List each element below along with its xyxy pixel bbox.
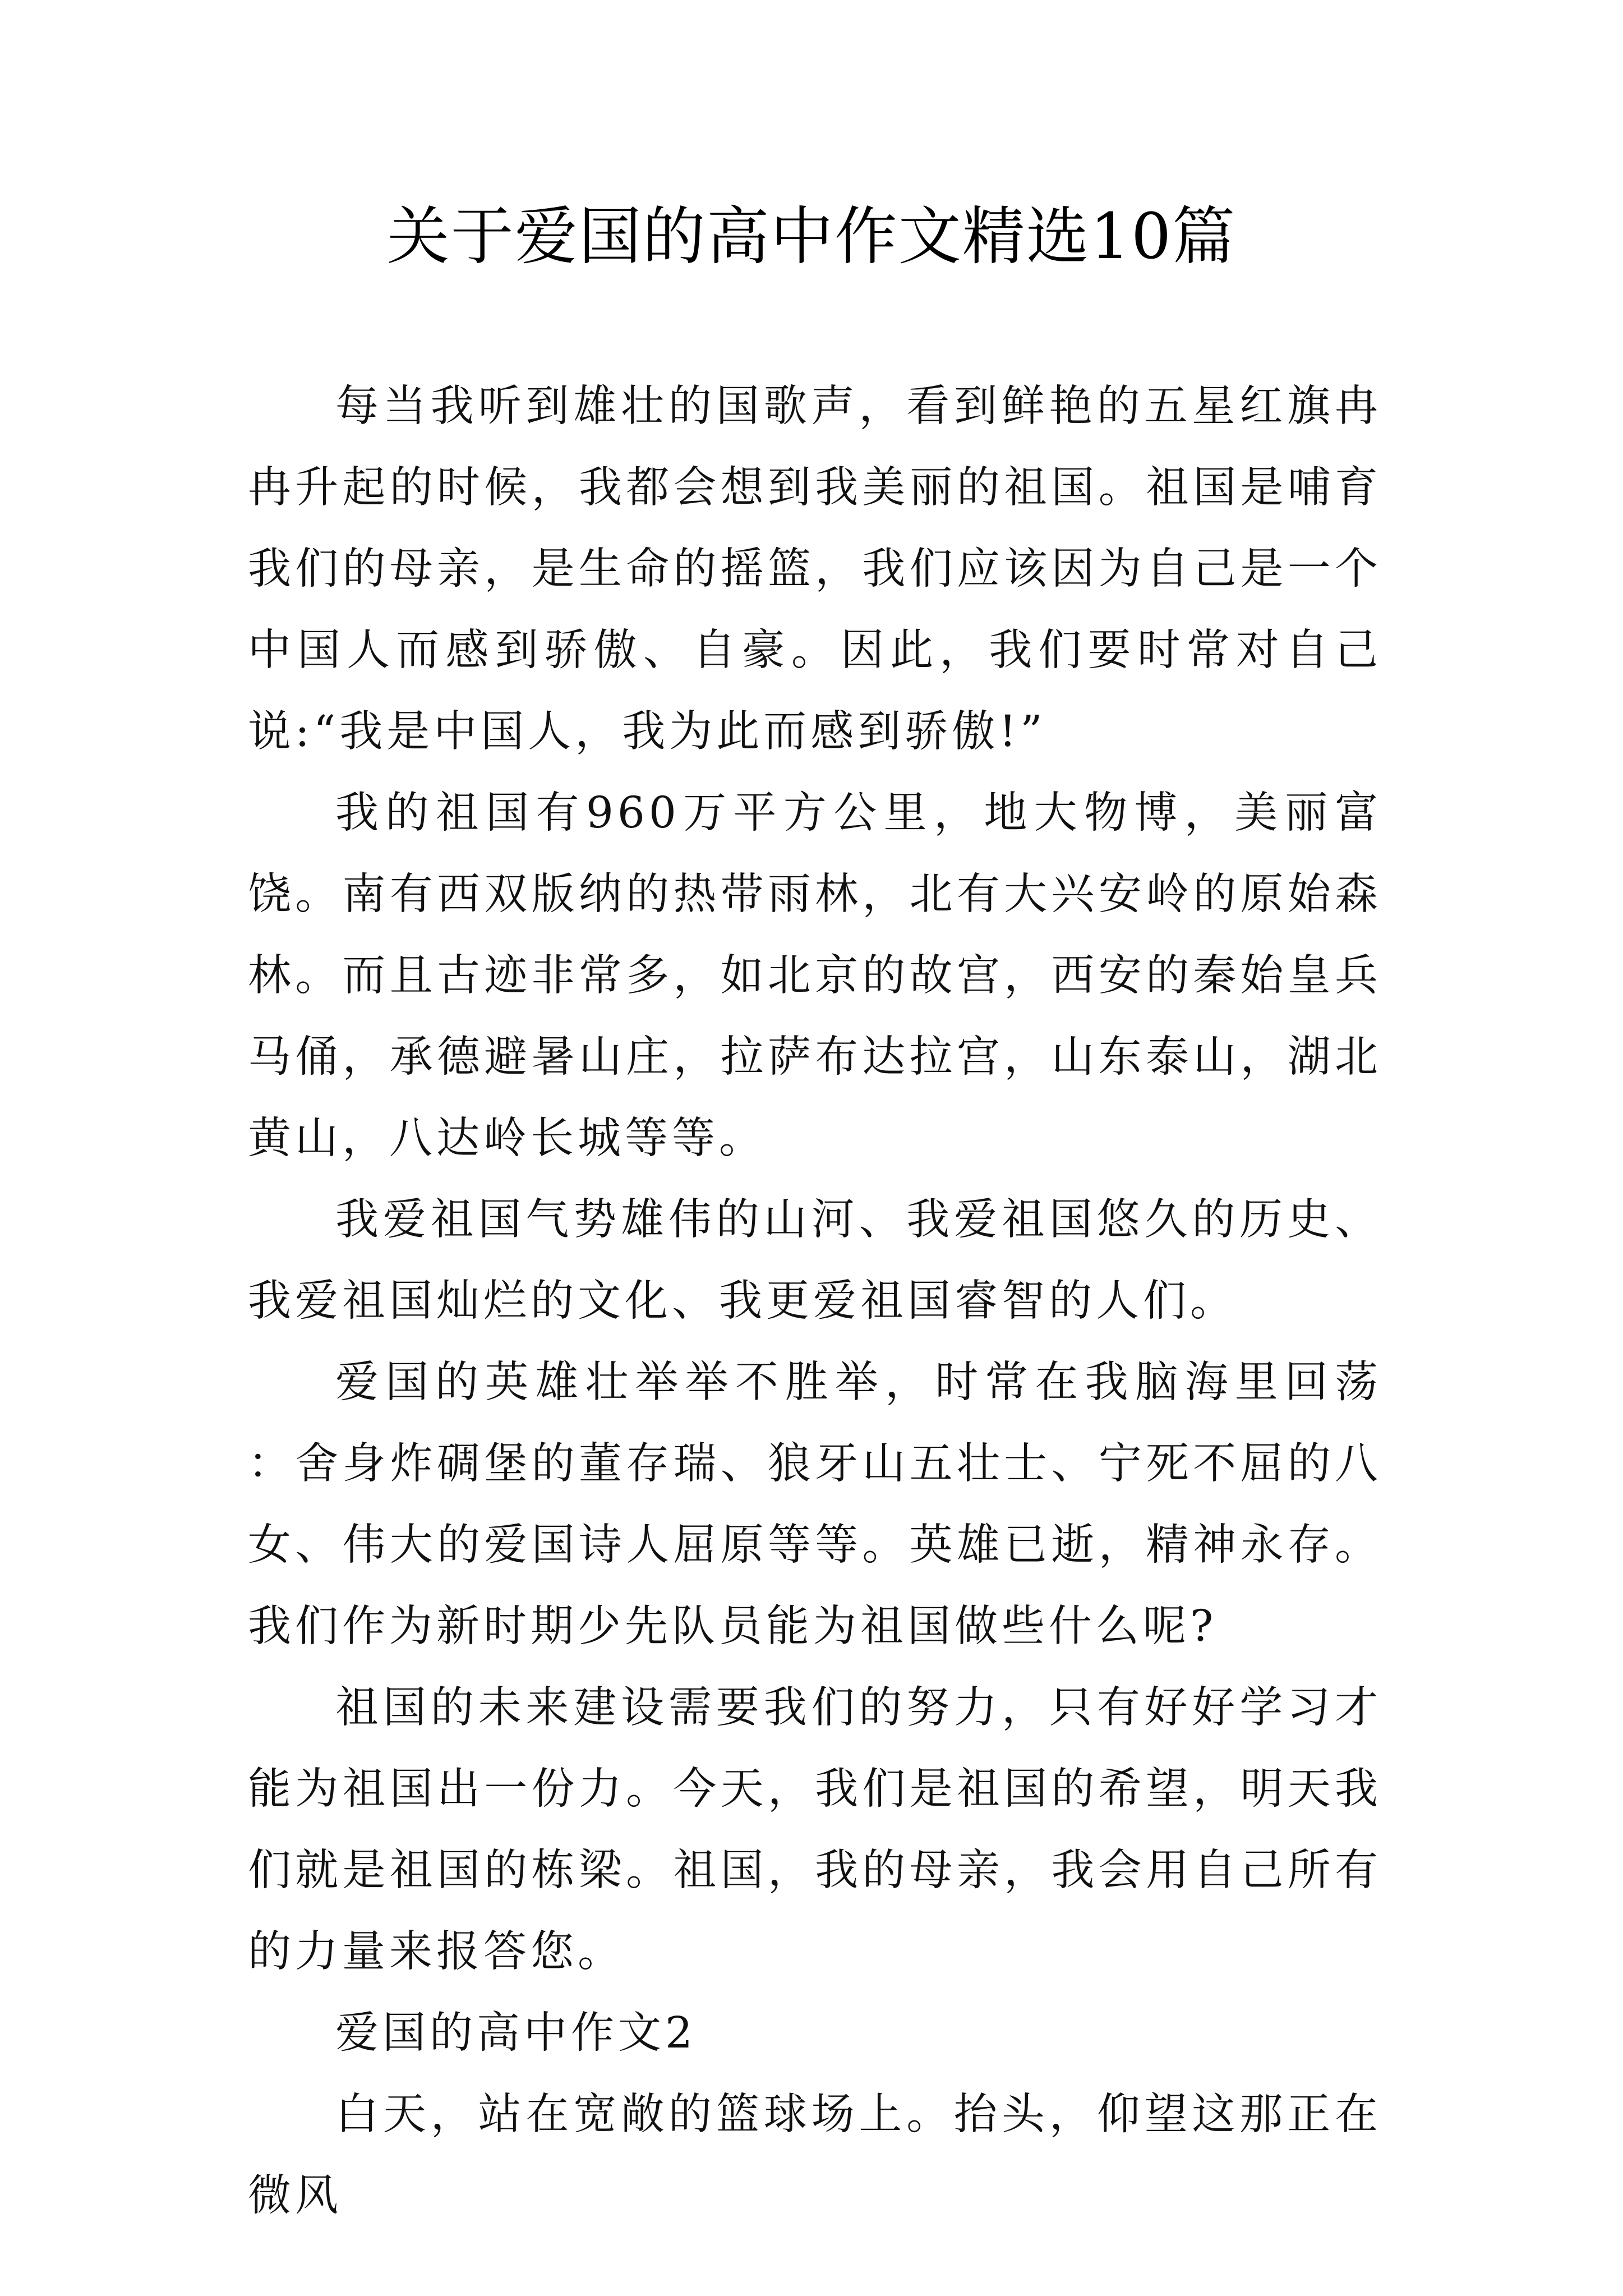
paragraph-4: 爱国的英雄壮举举不胜举，时常在我脑海里回荡 ：舍身炸碉堡的董存瑞、狼牙山五壮士、宁死不屈的八女、伟大的爱国诗人屈原等等。英雄已逝，精神永存。我们作为新时期少先队员能为祖国做些什么呢? [248, 1358, 1382, 1651]
section-heading-essay-2: 爱国的高中作文2 [335, 2008, 697, 2058]
paragraph-5: 祖国的未来建设需要我们的努力，只有好好学习才能为祖国出一份力。今天，我们是祖国的希望，明天我们就是祖国的栋梁。祖国，我的母亲，我会用自己所有的力量来报答您。 [248, 1683, 1382, 1977]
document-body [248, 366, 1382, 2237]
paragraph-3: 我爱祖国气势雄伟的山河、我爱祖国悠久的历史、我爱祖国灿烂的文化、我更爱祖国睿智的人们。 [248, 1195, 1382, 1326]
paragraph-6: 白天，站在宽敞的篮球场上。抬头，仰望这那正在微风 [248, 2090, 1382, 2221]
paragraph-1: 每当我听到雄壮的国歌声，看到鲜艳的五星红旗冉冉升起的时候，我都会想到我美丽的祖国。祖国是哺育我们的母亲，是生命的摇篮，我们应该因为自己是一个中国人而感到骄傲、自豪。因此，我们要时常对自己说:“我是中国人，我为此而感到骄傲!” [248, 381, 1382, 757]
document-title: 关于爱国的高中作文精选10篇 [386, 200, 1237, 273]
paragraph-2: 我的祖国有960万平方公里，地大物博，美丽富饶。南有西双版纳的热带雨林，北有大兴安岭的原始森林。而且古迹非常多，如北京的故宫，西安的秦始皇兵马俑，承德避暑山庄，拉萨布达拉宫，山东泰山，湖北黄山，八达岭长城等等。 [248, 788, 1382, 1163]
